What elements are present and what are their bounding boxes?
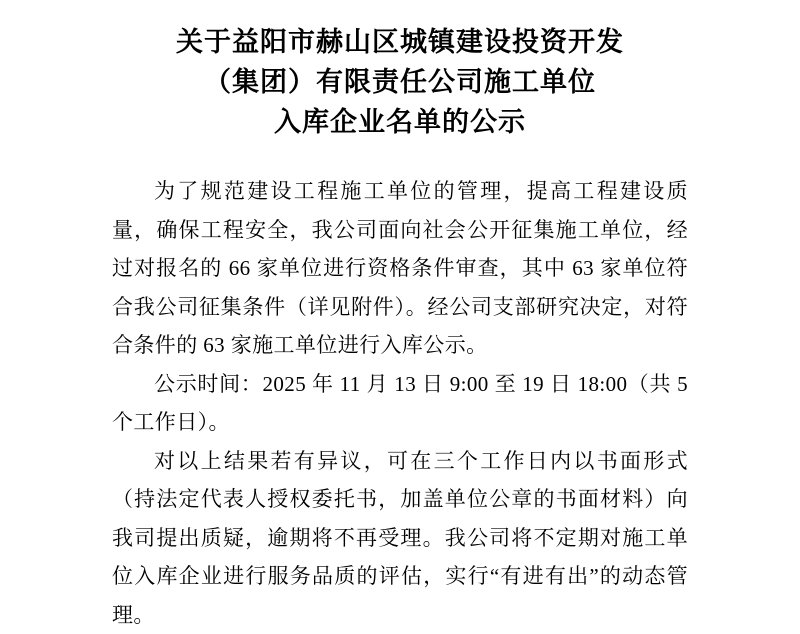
page-title-line-3: 入库企业名单的公示 bbox=[112, 102, 688, 142]
paragraph-1: 为了规范建设工程施工单位的管理，提高工程建设质量，确保工程安全，我公司面向社会公开征集施工单位，经过对报名的 66 家单位进行资格条件审查，其中 63 家单位符合我公司征集条件（详见附件）。经公司支部研究决定，对符合条件的 63 家施工单位进行入库公示。 bbox=[112, 172, 688, 365]
page-title bbox=[112, 14, 688, 142]
paragraph-3: 对以上结果若有异议，可在三个工作日内以书面形式（持法定代表人授权委托书，加盖单位公章的书面材料）向我司提出质疑，逾期将不再受理。我公司将不定期对施工单位入库企业进行服务品质的评估，实行“有进有出”的动态管理。 bbox=[112, 442, 688, 634]
page-title-line-2: （集团）有限责任公司施工单位 bbox=[112, 62, 688, 102]
page-title-line-1: 关于益阳市赫山区城镇建设投资开发 bbox=[112, 22, 688, 62]
document-body bbox=[112, 172, 688, 634]
paragraph-2: 公示时间：2025 年 11 月 13 日 9:00 至 19 日 18:00（共 5 个工作日）。 bbox=[112, 365, 688, 442]
